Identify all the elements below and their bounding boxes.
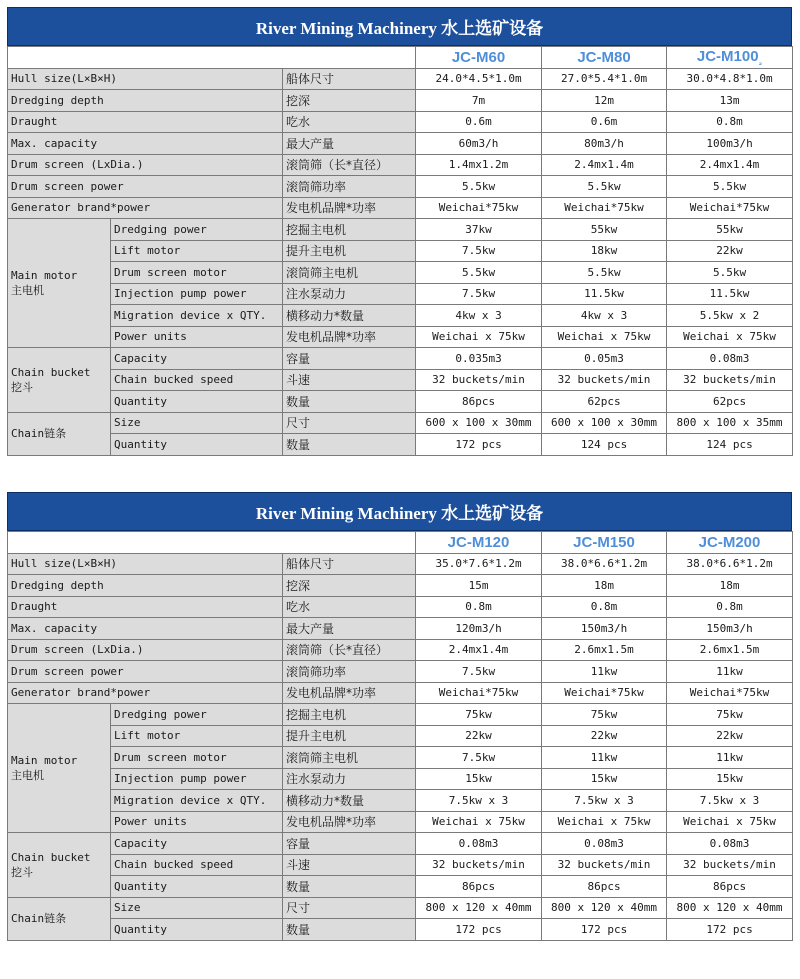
value-cell: 2.4mx1.4m: [542, 154, 667, 176]
row-label-zh: 吃水: [283, 111, 416, 133]
value-cell: 0.08m3: [416, 833, 542, 855]
row-label-zh: 滚筒筛（长*直径）: [283, 639, 416, 661]
value-cell: 2.6mx1.5m: [542, 639, 667, 661]
value-cell: 86pcs: [416, 876, 542, 898]
table-row: [8, 811, 793, 833]
value-cell: Weichai x 75kw: [416, 326, 542, 348]
value-cell: 1.4mx1.2m: [416, 154, 542, 176]
group-label-en: Main motor: [11, 754, 78, 767]
row-label-en: Quantity: [111, 391, 283, 413]
value-cell: 86pcs: [667, 876, 793, 898]
model-name: JC-M200: [698, 533, 761, 551]
value-cell: 4kw x 3: [416, 305, 542, 327]
model-name: JC-M150: [573, 533, 635, 551]
spec-table-block-2: [7, 492, 792, 941]
row-label-en: Chain bucked speed: [111, 369, 283, 391]
table-row: [8, 618, 793, 640]
model-header: [542, 532, 667, 554]
table-row: [8, 725, 793, 747]
model-name: JC-M120: [447, 533, 510, 551]
value-cell: 11kw: [542, 661, 667, 683]
value-cell: 0.035m3: [416, 348, 542, 370]
value-cell: 600 x 100 x 30mm: [416, 412, 542, 434]
value-cell: 800 x 100 x 35mm: [667, 412, 793, 434]
table-row: [8, 682, 793, 704]
value-cell: 100m3/h: [667, 133, 793, 155]
row-label-zh: 容量: [283, 833, 416, 855]
table-row: [8, 661, 793, 683]
value-cell: 5.5kw x 2: [667, 305, 793, 327]
value-cell: 18m: [667, 575, 793, 597]
value-cell: Weichai x 75kw: [667, 326, 793, 348]
value-cell: 86pcs: [542, 876, 667, 898]
table-row: [8, 747, 793, 769]
value-cell: 62pcs: [667, 391, 793, 413]
row-label-zh: 挖掘主电机: [283, 704, 416, 726]
row-label-en: Power units: [111, 811, 283, 833]
row-label-en: Capacity: [111, 348, 283, 370]
table-row: [8, 833, 793, 855]
value-cell: 800 x 120 x 40mm: [667, 897, 793, 919]
value-cell: Weichai*75kw: [667, 197, 793, 219]
value-cell: 12m: [542, 90, 667, 112]
row-label-zh: 尺寸: [283, 897, 416, 919]
table-row: [8, 553, 793, 575]
value-cell: Weichai*75kw: [416, 197, 542, 219]
table-row: [8, 897, 793, 919]
row-label-en: Quantity: [111, 876, 283, 898]
value-cell: 32 buckets/min: [542, 854, 667, 876]
group-label-zh: 主电机: [11, 284, 44, 297]
row-label-zh: 数量: [283, 876, 416, 898]
value-cell: 80m3/h: [542, 133, 667, 155]
value-cell: 38.0*6.6*1.2m: [542, 553, 667, 575]
value-cell: 0.05m3: [542, 348, 667, 370]
group-label-zh: 挖斗: [11, 380, 33, 394]
row-label-zh: 挖掘主电机: [283, 219, 416, 241]
row-label-zh: 发电机品牌*功率: [283, 326, 416, 348]
group-label: [8, 704, 111, 833]
row-label-en: Drum screen motor: [111, 262, 283, 284]
value-cell: 5.5kw: [416, 176, 542, 198]
row-label-zh: 最大产量: [283, 133, 416, 155]
value-cell: 0.08m3: [667, 833, 793, 855]
table-row: [8, 575, 793, 597]
table-row: [8, 240, 793, 262]
row-label-en: Hull size(L×B×H): [8, 68, 283, 90]
row-label-zh: 滚筒筛功率: [283, 661, 416, 683]
row-label-en: Generator brand*power: [8, 197, 283, 219]
value-cell: 22kw: [416, 725, 542, 747]
value-cell: Weichai*75kw: [542, 682, 667, 704]
table-row: [8, 283, 793, 305]
group-label-zh: 挖斗: [11, 865, 33, 879]
value-cell: 30.0*4.8*1.0m: [667, 68, 793, 90]
row-label-en: Quantity: [111, 919, 283, 941]
row-label-en: Lift motor: [111, 240, 283, 262]
table-row: [8, 434, 793, 456]
row-label-zh: 提升主电机: [283, 240, 416, 262]
value-cell: 0.8m: [416, 596, 542, 618]
row-label-zh: 发电机品牌*功率: [283, 682, 416, 704]
value-cell: 150m3/h: [667, 618, 793, 640]
value-cell: 32 buckets/min: [416, 369, 542, 391]
row-label-en: Drum screen (LxDia.): [8, 639, 283, 661]
table-row: [8, 391, 793, 413]
value-cell: 15kw: [667, 768, 793, 790]
table-row: [8, 790, 793, 812]
row-label-en: Generator brand*power: [8, 682, 283, 704]
row-label-zh: 尺寸: [283, 412, 416, 434]
table-row: [8, 68, 793, 90]
value-cell: 7.5kw: [416, 240, 542, 262]
row-label-en: Chain bucked speed: [111, 854, 283, 876]
row-label-zh: 滚筒筛主电机: [283, 747, 416, 769]
value-cell: 32 buckets/min: [667, 369, 793, 391]
value-cell: 37kw: [416, 219, 542, 241]
row-label-en: Max. capacity: [8, 618, 283, 640]
row-label-zh: 提升主电机: [283, 725, 416, 747]
value-cell: 7.5kw: [416, 661, 542, 683]
group-label-en: Chain bucket: [11, 365, 91, 379]
value-cell: 0.6m: [542, 111, 667, 133]
value-cell: 2.6mx1.5m: [667, 639, 793, 661]
row-label-en: Quantity: [111, 434, 283, 456]
value-cell: 38.0*6.6*1.2m: [667, 553, 793, 575]
model-name: JC-M60: [451, 48, 506, 66]
row-label-en: Hull size(L×B×H): [8, 553, 283, 575]
table-row: [8, 412, 793, 434]
value-cell: 124 pcs: [542, 434, 667, 456]
value-cell: 22kw: [667, 240, 793, 262]
value-cell: Weichai x 75kw: [667, 811, 793, 833]
value-cell: 0.08m3: [667, 348, 793, 370]
spec-table: [7, 531, 793, 941]
table-row: [8, 639, 793, 661]
group-label: [8, 833, 111, 898]
row-label-zh: 滚筒筛功率: [283, 176, 416, 198]
row-label-en: Migration device x QTY.: [111, 305, 283, 327]
table-row: [8, 305, 793, 327]
value-cell: 11kw: [667, 661, 793, 683]
group-label: [8, 412, 111, 455]
value-cell: 2.4mx1.4m: [667, 154, 793, 176]
header-blank-cell: [8, 532, 416, 554]
row-label-en: Drum screen power: [8, 661, 283, 683]
value-cell: 15kw: [542, 768, 667, 790]
table-row: [8, 133, 793, 155]
value-cell: 7.5kw x 3: [416, 790, 542, 812]
row-label-en: Capacity: [111, 833, 283, 855]
model-name: JC-M80: [577, 48, 631, 66]
value-cell: 150m3/h: [542, 618, 667, 640]
value-cell: 22kw: [667, 725, 793, 747]
value-cell: 7.5kw: [416, 747, 542, 769]
value-cell: 0.6m: [416, 111, 542, 133]
row-label-zh: 挖深: [283, 575, 416, 597]
table-row: [8, 919, 793, 941]
group-label-zh: 主电机: [11, 769, 44, 782]
value-cell: 27.0*5.4*1.0m: [542, 68, 667, 90]
value-cell: 15m: [416, 575, 542, 597]
value-cell: 172 pcs: [542, 919, 667, 941]
row-label-zh: 滚筒筛主电机: [283, 262, 416, 284]
value-cell: 75kw: [667, 704, 793, 726]
model-header-row: [8, 47, 793, 69]
value-cell: 0.8m: [667, 111, 793, 133]
value-cell: 800 x 120 x 40mm: [542, 897, 667, 919]
value-cell: 15kw: [416, 768, 542, 790]
model-header: [542, 47, 667, 69]
spec-table-block-1: [7, 7, 792, 456]
row-label-zh: 挖深: [283, 90, 416, 112]
value-cell: 5.5kw: [542, 176, 667, 198]
value-cell: 75kw: [416, 704, 542, 726]
value-cell: 32 buckets/min: [416, 854, 542, 876]
model-name: JC-M100: [696, 47, 759, 65]
value-cell: 62pcs: [542, 391, 667, 413]
value-cell: 0.08m3: [542, 833, 667, 855]
value-cell: 11kw: [542, 747, 667, 769]
group-label: [8, 348, 111, 413]
row-label-en: Dredging power: [111, 219, 283, 241]
row-label-zh: 滚筒筛（长*直径）: [283, 154, 416, 176]
row-label-en: Size: [111, 897, 283, 919]
table-row: [8, 111, 793, 133]
value-cell: 7.5kw x 3: [542, 790, 667, 812]
group-label-en: Chain链条: [11, 912, 67, 925]
row-label-zh: 横移动力*数量: [283, 305, 416, 327]
row-label-en: Injection pump power: [111, 283, 283, 305]
value-cell: 86pcs: [416, 391, 542, 413]
model-header: [416, 47, 542, 69]
table-title: River Mining Machinery 水上选矿设备: [7, 492, 792, 531]
table-row: [8, 854, 793, 876]
value-cell: 11kw: [667, 747, 793, 769]
row-label-en: Dredging power: [111, 704, 283, 726]
value-cell: 5.5kw: [416, 262, 542, 284]
value-cell: 18kw: [542, 240, 667, 262]
row-label-en: Drum screen power: [8, 176, 283, 198]
row-label-zh: 斗速: [283, 369, 416, 391]
table-row: [8, 219, 793, 241]
model-suffix: ₂: [758, 57, 763, 67]
row-label-zh: 数量: [283, 919, 416, 941]
row-label-zh: 数量: [283, 434, 416, 456]
value-cell: 7.5kw: [416, 283, 542, 305]
row-label-zh: 吃水: [283, 596, 416, 618]
value-cell: 5.5kw: [667, 262, 793, 284]
model-header-row: [8, 532, 793, 554]
value-cell: 32 buckets/min: [542, 369, 667, 391]
row-label-en: Power units: [111, 326, 283, 348]
value-cell: 7m: [416, 90, 542, 112]
value-cell: 18m: [542, 575, 667, 597]
value-cell: 32 buckets/min: [667, 854, 793, 876]
table-row: [8, 369, 793, 391]
value-cell: Weichai x 75kw: [542, 326, 667, 348]
row-label-en: Size: [111, 412, 283, 434]
row-label-en: Dredging depth: [8, 90, 283, 112]
table-row: [8, 704, 793, 726]
table-row: [8, 348, 793, 370]
row-label-en: Injection pump power: [111, 768, 283, 790]
row-label-zh: 发电机品牌*功率: [283, 197, 416, 219]
table-row: [8, 768, 793, 790]
value-cell: 11.5kw: [542, 283, 667, 305]
table-row: [8, 596, 793, 618]
value-cell: 13m: [667, 90, 793, 112]
table-row: [8, 262, 793, 284]
group-label: [8, 897, 111, 940]
header-blank-cell: [8, 47, 416, 69]
row-label-zh: 横移动力*数量: [283, 790, 416, 812]
value-cell: Weichai*75kw: [542, 197, 667, 219]
value-cell: 11.5kw: [667, 283, 793, 305]
model-header: [416, 532, 542, 554]
value-cell: 172 pcs: [667, 919, 793, 941]
value-cell: 75kw: [542, 704, 667, 726]
row-label-en: Lift motor: [111, 725, 283, 747]
value-cell: Weichai x 75kw: [416, 811, 542, 833]
table-row: [8, 154, 793, 176]
row-label-zh: 最大产量: [283, 618, 416, 640]
value-cell: 55kw: [667, 219, 793, 241]
value-cell: 0.8m: [667, 596, 793, 618]
table-row: [8, 326, 793, 348]
model-header: [667, 47, 793, 69]
row-label-en: Drum screen motor: [111, 747, 283, 769]
value-cell: 172 pcs: [416, 919, 542, 941]
row-label-zh: 船体尺寸: [283, 68, 416, 90]
value-cell: 35.0*7.6*1.2m: [416, 553, 542, 575]
group-label-en: Chain链条: [11, 427, 67, 440]
value-cell: 600 x 100 x 30mm: [542, 412, 667, 434]
value-cell: 55kw: [542, 219, 667, 241]
row-label-zh: 容量: [283, 348, 416, 370]
group-label-en: Chain bucket: [11, 850, 91, 864]
row-label-zh: 注水泵动力: [283, 768, 416, 790]
row-label-en: Draught: [8, 111, 283, 133]
value-cell: 120m3/h: [416, 618, 542, 640]
value-cell: 2.4mx1.4m: [416, 639, 542, 661]
value-cell: 124 pcs: [667, 434, 793, 456]
row-label-zh: 斗速: [283, 854, 416, 876]
row-label-zh: 数量: [283, 391, 416, 413]
table-title: River Mining Machinery 水上选矿设备: [7, 7, 792, 46]
row-label-en: Drum screen (LxDia.): [8, 154, 283, 176]
value-cell: 7.5kw x 3: [667, 790, 793, 812]
value-cell: Weichai*75kw: [667, 682, 793, 704]
table-row: [8, 876, 793, 898]
row-label-zh: 船体尺寸: [283, 553, 416, 575]
table-row: [8, 197, 793, 219]
row-label-zh: 发电机品牌*功率: [283, 811, 416, 833]
value-cell: 60m3/h: [416, 133, 542, 155]
value-cell: 24.0*4.5*1.0m: [416, 68, 542, 90]
value-cell: 22kw: [542, 725, 667, 747]
value-cell: Weichai*75kw: [416, 682, 542, 704]
row-label-zh: 注水泵动力: [283, 283, 416, 305]
value-cell: 172 pcs: [416, 434, 542, 456]
group-label-en: Main motor: [11, 269, 78, 282]
row-label-en: Migration device x QTY.: [111, 790, 283, 812]
value-cell: 5.5kw: [667, 176, 793, 198]
value-cell: 800 x 120 x 40mm: [416, 897, 542, 919]
value-cell: 5.5kw: [542, 262, 667, 284]
group-label: [8, 219, 111, 348]
value-cell: 0.8m: [542, 596, 667, 618]
model-header: [667, 532, 793, 554]
row-label-en: Dredging depth: [8, 575, 283, 597]
value-cell: 4kw x 3: [542, 305, 667, 327]
value-cell: Weichai x 75kw: [542, 811, 667, 833]
spec-table: [7, 46, 793, 456]
row-label-en: Max. capacity: [8, 133, 283, 155]
row-label-en: Draught: [8, 596, 283, 618]
table-row: [8, 176, 793, 198]
table-row: [8, 90, 793, 112]
